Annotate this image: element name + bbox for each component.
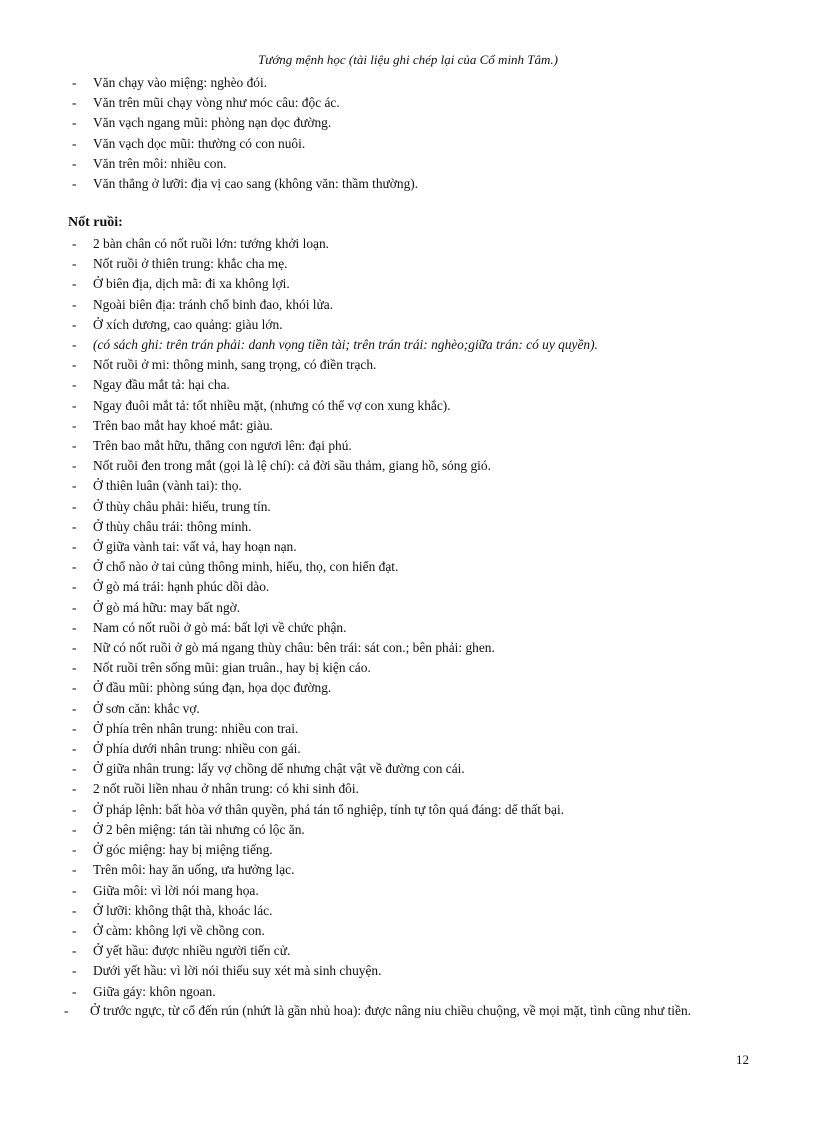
list-item-text: Trên bao mắt hữu, thẳng con ngươi lên: đại phú. (93, 438, 352, 454)
list-bullet: - (72, 417, 77, 433)
list-bullet: - (72, 498, 77, 514)
list-item (68, 335, 758, 355)
list-bullet: - (72, 821, 77, 837)
list-item (68, 759, 758, 779)
list-item (68, 436, 758, 456)
list-item-text: Ở đầu mũi: phòng súng đạn, họa dọc đường. (93, 680, 332, 696)
list-item-text: Văn trên môi: nhiều con. (93, 155, 227, 171)
list-item (68, 860, 758, 880)
list-item (68, 416, 758, 436)
list-item (68, 174, 758, 194)
list-bullet: - (72, 296, 77, 312)
list-bullet: - (72, 377, 77, 393)
page-number: 12 (736, 1052, 749, 1067)
list-item-text: Trên môi: hay ăn uống, ưa hưởng lạc. (93, 862, 295, 878)
list-item (68, 658, 758, 678)
list-bullet: - (72, 357, 77, 373)
list-item (68, 779, 758, 799)
list-item (68, 355, 758, 375)
list-item (68, 497, 758, 517)
palm-lines-list (68, 73, 758, 194)
list-item-text: Nữ có nốt ruồi ở gò má ngang thùy châu: bên trái: sát con.; bên phải: ghen. (93, 640, 495, 656)
list-bullet: - (72, 316, 77, 332)
list-bullet: - (72, 640, 77, 656)
list-item-text: Ở giữa vành tai: vất vả, hay hoạn nạn. (93, 539, 297, 555)
list-bullet: - (72, 781, 77, 797)
list-bullet: - (72, 862, 77, 878)
list-item-text: Ở lưỡi: không thật thà, khoác lác. (93, 902, 273, 918)
list-bullet: - (72, 559, 77, 575)
list-item (68, 537, 758, 557)
list-item (68, 961, 758, 981)
list-item-text: Nốt ruồi ở mi: thông minh, sang trọng, có điền trạch. (93, 357, 377, 373)
list-bullet: - (72, 397, 77, 413)
list-item-text: Văn thẳng ở lưỡi: địa vị cao sang (không văn: thầm thường). (93, 176, 419, 192)
list-item (68, 113, 758, 133)
list-item (68, 456, 758, 476)
list-bullet: - (72, 963, 77, 979)
list-item (68, 678, 758, 698)
list-item-text: Ở sơn căn: khắc vợ. (93, 700, 200, 716)
list-bullet: - (72, 741, 77, 757)
list-bullet: - (72, 115, 77, 131)
list-item-text: Văn vạch ngang mũi: phòng nạn dọc đường. (93, 115, 332, 131)
list-item-text: Trên bao mắt hay khoé mắt: giàu. (93, 417, 273, 433)
list-item (68, 921, 758, 941)
list-item (68, 598, 758, 618)
list-bullet: - (72, 135, 77, 151)
list-bullet: - (72, 458, 77, 474)
list-bullet: - (72, 256, 77, 272)
list-item-text: 2 nốt ruồi liền nhau ở nhân trung: có khi sinh đôi. (93, 781, 359, 797)
mole-list (68, 234, 758, 1002)
list-item-text: Ở phía trên nhân trung: nhiều con trai. (93, 720, 299, 736)
list-item (68, 476, 758, 496)
list-bullet: - (72, 518, 77, 534)
list-bullet: - (64, 1003, 69, 1018)
list-item-text: Ngoài biên địa: tránh chổ binh đao, khói lửa. (93, 296, 334, 312)
list-item (68, 315, 758, 335)
list-item (68, 901, 758, 921)
list-bullet: - (72, 660, 77, 676)
list-item-text: Ở thiên luân (vành tai): thọ. (93, 478, 242, 494)
list-bullet: - (72, 276, 77, 292)
list-item-text: Văn trên mũi chạy vòng như móc câu: độc ác. (93, 95, 340, 111)
list-item (68, 739, 758, 759)
list-item (68, 254, 758, 274)
list-item-text: Ở xích dương, cao quảng: giàu lớn. (93, 316, 283, 332)
list-item (68, 638, 758, 658)
list-item (68, 154, 758, 174)
list-item-text: Nốt ruồi ở thiên trung: khắc cha mẹ. (93, 256, 288, 272)
section-title: Nốt ruồi: (68, 215, 123, 230)
list-bullet: - (72, 902, 77, 918)
list-item-text: Ở thùy châu trái: thông minh. (93, 518, 252, 534)
list-item (68, 618, 758, 638)
list-item-text: Ở trước ngực, từ cổ đến rún (nhứt là gần nhủ hoa): được nâng niu chiều chuộng, về mọi mặt, tình cũng như tiền. (90, 1003, 692, 1018)
list-item-text: Ngay đầu mắt tả: hại cha. (93, 377, 230, 393)
list-bullet: - (72, 539, 77, 555)
list-item-text: Giữa gáy: khôn ngoan. (93, 983, 216, 999)
list-item-text: Giữa môi: vì lời nói mang họa. (93, 882, 259, 898)
list-item (68, 557, 758, 577)
list-item-text: Ở yết hầu: được nhiều người tiến cử. (93, 943, 291, 959)
list-item (68, 517, 758, 537)
list-item-text: Nốt ruồi đen trong mắt (gọi là lệ chí): cả đời sầu thảm, giang hồ, sóng gió. (93, 458, 491, 474)
list-item-text: Ở càm: không lợi về chồng con. (93, 922, 265, 938)
list-bullet: - (72, 943, 77, 959)
list-item (68, 234, 758, 254)
list-bullet: - (72, 95, 77, 111)
list-item (68, 295, 758, 315)
list-bullet: - (72, 176, 77, 192)
list-item (68, 577, 758, 597)
list-item-text: Nốt ruồi trên sống mũi: gian truân., hay bị kiện cáo. (93, 660, 371, 676)
list-item-text: (có sách ghi: trên trán phải: danh vọng tiền tài; trên trán trái: nghèo;giữa trán: có uy quyền). (93, 337, 598, 353)
list-bullet: - (72, 922, 77, 938)
list-bullet: - (72, 619, 77, 635)
list-item (68, 719, 758, 739)
list-bullet: - (72, 155, 77, 171)
list-item-text: Văn vạch dọc mũi: thường có con nuôi. (93, 135, 306, 151)
list-item-text: Ở thùy châu phải: hiếu, trung tín. (93, 498, 271, 514)
list-item-text: Nam có nốt ruồi ở gò má: bất lợi về chức phận. (93, 619, 347, 635)
list-bullet: - (72, 882, 77, 898)
list-item (68, 881, 758, 901)
list-item (68, 982, 758, 1002)
list-item-text: Ở biên địa, dịch mã: đi xa không lợi. (93, 276, 290, 292)
list-bullet: - (72, 801, 77, 817)
list-bullet: - (72, 337, 77, 353)
list-item (68, 820, 758, 840)
list-item (68, 73, 758, 93)
list-item (68, 941, 758, 961)
list-item-text: Ở pháp lệnh: bất hòa vớ thân quyền, phá tán tổ nghiệp, tính tự tôn quá đáng: dể thất bại. (93, 801, 565, 817)
list-item (68, 396, 758, 416)
list-item (68, 93, 758, 113)
list-item-text: Ở chổ nào ở tai củng thông minh, hiếu, thọ, con hiển đạt. (93, 559, 399, 575)
list-item-text: 2 bàn chân có nốt ruồi lớn: tướng khởi loạn. (93, 236, 330, 251)
list-bullet: - (72, 579, 77, 595)
list-item-text: Ở 2 bên miệng: tán tài nhưng có lộc ăn. (93, 821, 305, 837)
list-bullet: - (72, 700, 77, 716)
list-item (68, 800, 758, 820)
list-item (68, 840, 758, 860)
list-item-text: Ở gò má hữu: may bất ngờ. (93, 599, 241, 615)
list-item-text: Dưới yết hầu: vì lời nói thiếu suy xét mà sinh chuyện. (93, 963, 382, 979)
list-item (68, 375, 758, 395)
list-bullet: - (72, 599, 77, 615)
list-bullet: - (72, 842, 77, 858)
list-bullet: - (72, 236, 77, 251)
list-bullet: - (72, 680, 77, 696)
list-bullet: - (72, 720, 77, 736)
list-item-last (60, 1001, 760, 1022)
list-bullet: - (72, 761, 77, 777)
list-item-text: Ở phía dưới nhân trung: nhiều con gái. (93, 741, 301, 757)
list-bullet: - (72, 438, 77, 454)
list-item (68, 699, 758, 719)
list-item-text: Ở giữa nhân trung: lấy vợ chồng dể nhưng chật vật về đường con cái. (93, 761, 465, 777)
list-bullet: - (72, 983, 77, 999)
list-item (68, 274, 758, 294)
list-item (68, 134, 758, 154)
list-item-text: Ở gò má trái: hạnh phúc dồi dào. (93, 579, 270, 595)
page-header: Tướng mệnh học (tài liệu ghi chép lại của Cổ minh Tâm.) (258, 52, 558, 67)
list-item-text: Ở góc miệng: hay bị miệng tiếng. (93, 842, 273, 858)
list-bullet: - (72, 478, 77, 494)
list-item-text: Ngay đuôi mắt tả: tốt nhiều mặt, (nhưng có thể vợ con xung khắc). (93, 397, 451, 413)
list-item-text: Văn chạy vào miệng: nghèo đói. (93, 75, 268, 90)
list-bullet: - (72, 75, 77, 90)
